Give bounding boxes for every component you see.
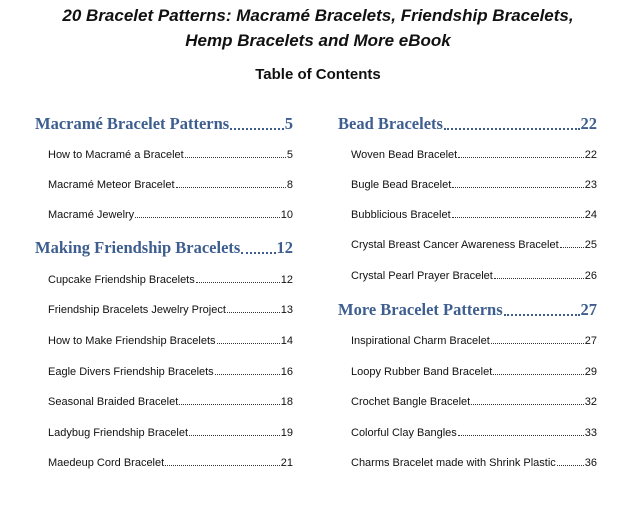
toc-leader-dots	[189, 435, 280, 436]
toc-leader-dots	[444, 128, 580, 130]
toc-entry-title: Crystal Pearl Prayer Bracelet	[351, 270, 493, 282]
toc-entry-title: Woven Bead Bracelet	[351, 149, 458, 161]
toc-leader-dots	[179, 404, 280, 405]
toc-entry-title: Colorful Clay Bangles	[351, 427, 457, 439]
toc-entry-title: Maedeup Cord Bracelet	[48, 457, 165, 469]
toc-entry[interactable]	[351, 149, 597, 161]
toc-section-heading[interactable]	[338, 300, 597, 320]
toc-leader-dots	[176, 187, 286, 188]
toc-entry[interactable]	[351, 457, 597, 469]
toc-leader-dots	[196, 282, 280, 283]
toc-section-heading[interactable]	[35, 238, 293, 258]
toc-section-title: Making Friendship Bracelets	[35, 238, 241, 257]
toc-entry-title: Friendship Bracelets Jewelry Project	[48, 304, 226, 316]
toc-entry[interactable]	[48, 457, 293, 469]
toc-leader-dots	[452, 217, 584, 218]
toc-entry[interactable]	[351, 427, 597, 439]
toc-entry[interactable]	[351, 396, 597, 408]
toc-leader-dots	[491, 343, 584, 344]
toc-entry[interactable]	[48, 274, 293, 286]
toc-leader-dots	[135, 217, 280, 218]
toc-page-number: 26	[584, 270, 597, 282]
toc-entry-title: Bugle Bead Bracelet	[351, 179, 452, 191]
toc-leader-dots	[458, 435, 584, 436]
toc-page-number: 33	[584, 427, 597, 439]
toc-entry[interactable]	[48, 335, 293, 347]
toc-entry[interactable]	[48, 209, 293, 221]
toc-entry[interactable]	[48, 366, 293, 378]
toc-page-number: 22	[580, 114, 597, 133]
toc-entry-title: Charms Bracelet made with Shrink Plastic	[351, 457, 556, 469]
toc-entry-title: How to Make Friendship Bracelets	[48, 335, 216, 347]
toc-page-number: 13	[280, 304, 293, 316]
toc-leader-dots	[230, 128, 284, 130]
toc-page-number: 21	[280, 457, 293, 469]
toc-leader-dots	[557, 465, 584, 466]
toc-entry-title: Ladybug Friendship Bracelet	[48, 427, 189, 439]
toc-section-heading[interactable]	[338, 114, 597, 134]
ebook-title-line-1: 20 Bracelet Patterns: Macramé Bracelets, Friendship Bracelets,	[62, 6, 574, 25]
toc-leader-dots	[227, 312, 280, 313]
toc-page-number: 27	[584, 335, 597, 347]
toc-leader-dots	[215, 374, 280, 375]
toc-entry-title: Macramé Meteor Bracelet	[48, 179, 175, 191]
toc-entry[interactable]	[351, 239, 597, 251]
toc-section-title: Bead Bracelets	[338, 114, 443, 133]
toc-entry-title: Crochet Bangle Bracelet	[351, 396, 471, 408]
toc-page-number: 36	[584, 457, 597, 469]
toc-heading: Table of Contents	[255, 66, 381, 83]
toc-page-number: 8	[286, 179, 293, 191]
toc-entry[interactable]	[351, 209, 597, 221]
toc-page-number: 18	[280, 396, 293, 408]
toc-page-number: 19	[280, 427, 293, 439]
toc-leader-dots	[185, 157, 286, 158]
toc-leader-dots	[165, 465, 280, 466]
ebook-title	[0, 3, 636, 53]
toc-leader-dots	[560, 247, 584, 248]
toc-page-number: 32	[584, 396, 597, 408]
toc-entry[interactable]	[48, 396, 293, 408]
toc-entry-title: Eagle Divers Friendship Bracelets	[48, 366, 214, 378]
toc-leader-dots	[471, 404, 584, 405]
toc-entry-title: Macramé Jewelry	[48, 209, 135, 221]
toc-entry-title: Bubblicious Bracelet	[351, 209, 451, 221]
toc-section-title: Macramé Bracelet Patterns	[35, 114, 230, 133]
toc-page-number: 5	[284, 114, 293, 133]
toc-entry[interactable]	[48, 149, 293, 161]
toc-leader-dots	[241, 252, 275, 254]
ebook-title-line-2: Hemp Bracelets and More eBook	[185, 31, 451, 50]
toc-page-number: 27	[580, 300, 597, 319]
toc-page-number: 24	[584, 209, 597, 221]
toc-entry[interactable]	[48, 427, 293, 439]
toc-entry[interactable]	[351, 179, 597, 191]
toc-entry[interactable]	[351, 366, 597, 378]
toc-leader-dots	[504, 314, 580, 316]
toc-page-number: 22	[584, 149, 597, 161]
toc-leader-dots	[217, 343, 280, 344]
toc-page-number: 16	[280, 366, 293, 378]
toc-entry-title: Loopy Rubber Band Bracelet	[351, 366, 493, 378]
toc-entry-title: Seasonal Braided Bracelet	[48, 396, 179, 408]
toc-entry[interactable]	[48, 304, 293, 316]
toc-leader-dots	[452, 187, 583, 188]
toc-section-title: More Bracelet Patterns	[338, 300, 503, 319]
toc-page-number: 29	[584, 366, 597, 378]
toc-entry[interactable]	[48, 179, 293, 191]
toc-page-number: 12	[276, 238, 293, 257]
toc-section-heading[interactable]	[35, 114, 293, 134]
toc-page-number: 10	[280, 209, 293, 221]
toc-entry-title: Crystal Breast Cancer Awareness Bracelet	[351, 239, 559, 251]
toc-entry-title: How to Macramé a Bracelet	[48, 149, 184, 161]
toc-leader-dots	[494, 278, 584, 279]
toc-entry-title: Cupcake Friendship Bracelets	[48, 274, 195, 286]
toc-entry[interactable]	[351, 270, 597, 282]
toc-entry-title: Inspirational Charm Bracelet	[351, 335, 490, 347]
toc-page-number: 12	[280, 274, 293, 286]
toc-page-number: 14	[280, 335, 293, 347]
toc-page-number: 23	[584, 179, 597, 191]
toc-page-number: 25	[584, 239, 597, 251]
toc-leader-dots	[493, 374, 583, 375]
toc-leader-dots	[458, 157, 584, 158]
toc-entry[interactable]	[351, 335, 597, 347]
toc-page-number: 5	[286, 149, 293, 161]
